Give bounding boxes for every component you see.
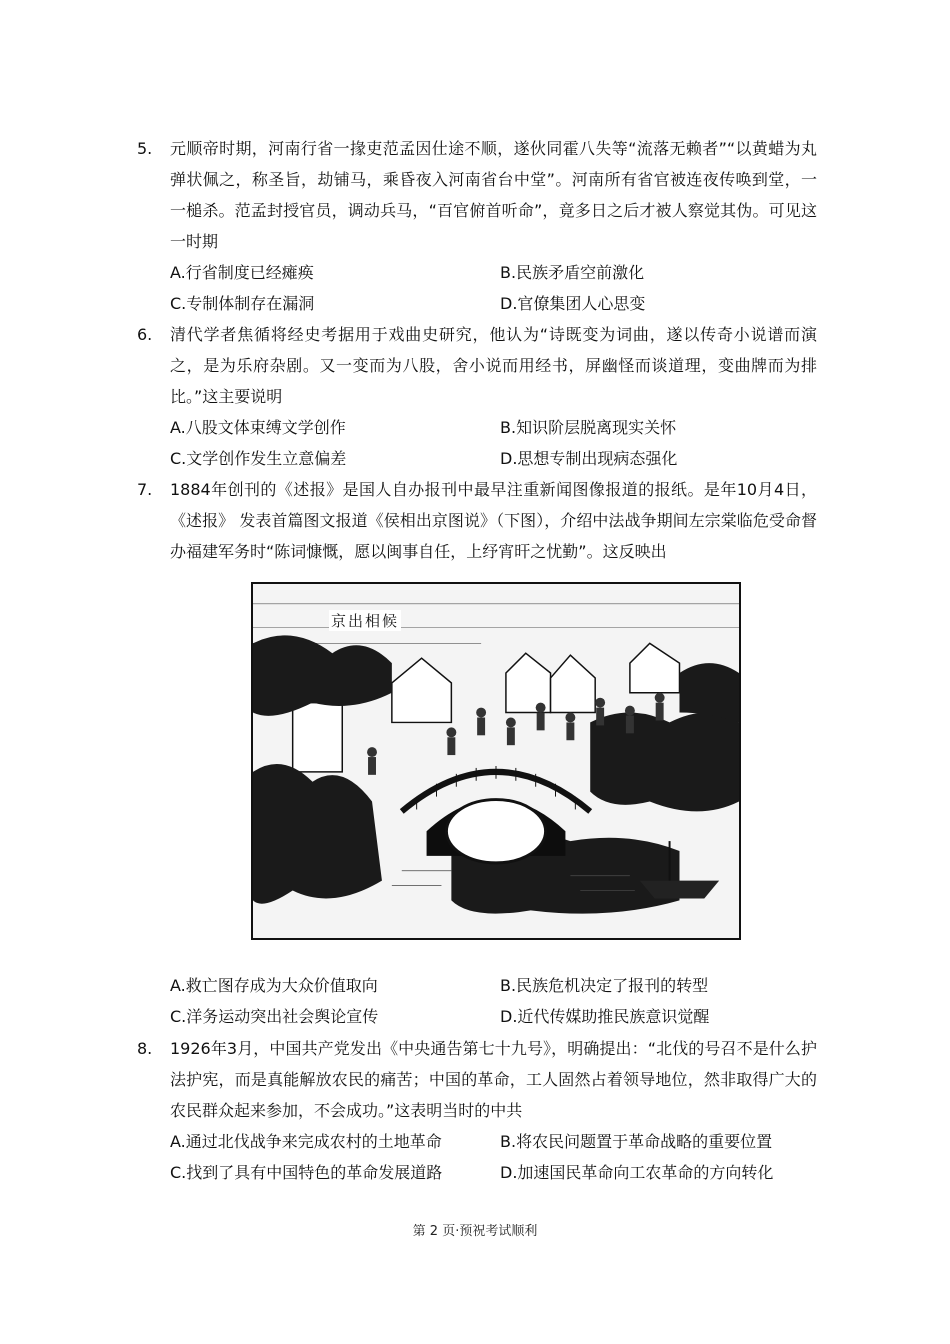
- option-a: A.八股文体束缚文学创作: [170, 418, 346, 437]
- option-d: D.思想专制出现病态强化: [500, 449, 678, 468]
- question-stem: 1926年3月，中国共产党发出《中央通告第七十九号》，明确提出：“北伐的号召不是什么护法护宪，而是真能解放农民的痛苦；中国的革命，工人固然占着领导地位，然非取得广大的农民群众起来参加，不会成功。”这表明当时的中共: [170, 1039, 817, 1120]
- options-grid: [170, 412, 817, 474]
- figure-engraving-illustration: [251, 582, 741, 940]
- options-grid: [170, 970, 817, 1032]
- question-6: [137, 319, 817, 474]
- option-a: A.行省制度已经瘫痪: [170, 263, 314, 282]
- option-d: D.加速国民革命向工农革命的方向转化: [500, 1163, 774, 1182]
- option-c: C.洋务运动突出社会舆论宣传: [170, 1007, 379, 1026]
- question-number: 6.: [137, 325, 153, 344]
- figure-title: 京出相候: [331, 612, 400, 630]
- option-d: D.近代传媒助推民族意识觉醒: [500, 1007, 710, 1026]
- option-d: D.官僚集团人心思变: [500, 294, 646, 313]
- question-7: [137, 474, 817, 567]
- option-c: C.找到了具有中国特色的革命发展道路: [170, 1163, 443, 1182]
- question-number: 5.: [137, 139, 153, 158]
- option-b: B.民族矛盾空前激化: [500, 263, 645, 282]
- question-stem: 清代学者焦循将经史考据用于戏曲史研究，他认为“诗既变为词曲，遂以传奇小说谱而演之，是为乐府杂剧。又一变而为八股，舍小说而用经书，屏幽怪而谈道理，变曲牌而为排比。”这主要说明: [170, 325, 817, 406]
- question-number: 8.: [137, 1039, 153, 1058]
- question-5: [137, 133, 817, 319]
- question-stem: 元顺帝时期，河南行省一掾吏范孟因仕途不顺，遂伙同霍八失等“流落无赖者”“以黄蜡为丸弹状佩之，称圣旨，劫铺马，乘昏夜入河南省台中堂”。河南所有省官被连夜传唤到堂，一一槌杀。范孟封授官员，调动兵马，“百官俯首听命”，竟多日之后才被人察觉其伪。可见这一时期: [170, 139, 817, 251]
- option-a: A.通过北伐战争来完成农村的土地革命: [170, 1132, 442, 1151]
- option-b: B.将农民问题置于革命战略的重要位置: [500, 1132, 773, 1151]
- option-c: C.专制体制存在漏洞: [170, 294, 315, 313]
- question-8: [137, 1033, 817, 1188]
- question-number: 7.: [137, 480, 153, 499]
- engraving-image: [253, 584, 739, 938]
- question-stem: 1884年创刊的《述报》是国人自办报刊中最早注重新闻图像报道的报纸。是年10月4日，《述报》 发表首篇图文报道《侯相出京图说》（下图），介绍中法战争期间左宗棠临危受命督办福建军务时“陈词慷慨，愿以闽事自任，上纾宵旰之忧勤”。这反映出: [170, 480, 817, 561]
- page-footer: 第 2 页·预祝考试顺利: [412, 1224, 538, 1239]
- option-c: C.文学创作发生立意偏差: [170, 449, 347, 468]
- question-7-options: [137, 970, 817, 1032]
- option-b: B.民族危机决定了报刊的转型: [500, 976, 709, 995]
- options-grid: [170, 257, 817, 319]
- option-a: A.救亡图存成为大众价值取向: [170, 976, 378, 995]
- options-grid: [170, 1126, 817, 1188]
- option-b: B.知识阶层脱离现实关怀: [500, 418, 677, 437]
